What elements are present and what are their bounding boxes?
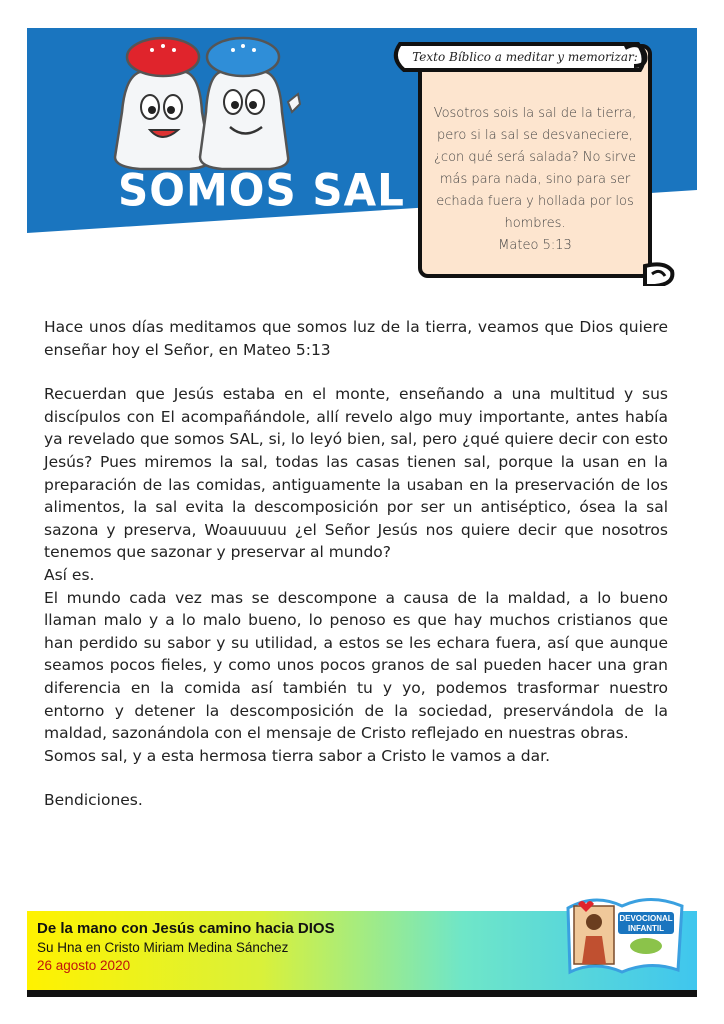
paragraph-blessing: Bendiciones.: [44, 791, 143, 810]
paragraph-intro: Hace unos días meditamos que somos luz de la tierra, veamos que Dios quiere enseñar hoy el Señor, en Mateo 5:13: [44, 318, 668, 359]
paragraph-main: Recuerdan que Jesús estaba en el monte, enseñando a una multitud y sus discípulos con El acompañándole, allí revelo algo muy importante, antes había ya revelado que somos SAL, si, lo leyó bien, sal, pero ¿qué quiere decir con esto Jesús? Pues miremos la sal, todas las casas tienen sal, porque la usan en la preparación de las comidas, antiguamente la usaban en la preservación de los alimentos, la sal evita la descomposición por ser un antiséptico, ósea la sal sazona y preserva, Woauuuuu ¿el Señor Jesús nos quiere decir que nosotros tenemos que sazonar y preservar al mundo?: [44, 385, 668, 562]
paragraph-affirmation: Así es.: [44, 565, 95, 584]
logo-text-line2: INFANTIL: [628, 924, 664, 933]
footer-date: 26 agosto 2020: [37, 958, 131, 973]
devotional-logo-icon: [560, 888, 690, 988]
salt-and-pepper-shakers-icon: [100, 32, 310, 172]
logo-text-line1: DEVOCIONAL: [619, 914, 673, 923]
footer-author: Su Hna en Cristo Miriam Medina Sánchez: [37, 940, 289, 955]
footer-title: De la mano con Jesús camino hacia DIOS: [37, 920, 335, 937]
verse-reference: Mateo 5:13: [498, 238, 572, 253]
paragraph-world: El mundo cada vez mas se descompone a causa de la maldad, a lo bueno llaman malo y a lo malo bueno, lo penoso es que hay muchos cristianos que han perdido su sabor y su utilidad, a estos se les echara fuera, así que aunque seamos pocos fieles, y como unos pocos granos de sal pueden hacer una gran diferencia en la comida así también tu y yo, podemos trasformar nuestro entorno y detener la descomposición de la sociedad, preservándola de la maldad, sazonándola con el mensaje de Cristo reflejado en nuestras obras.: [44, 588, 668, 743]
devotional-body: [44, 316, 668, 812]
verse-text: Vosotros sois la sal de la tierra, pero si la sal se desvaneciere, ¿con qué será salada? No sirve más para nada, sino para ser echada fuera y hollada por los hombres.: [433, 106, 637, 231]
scroll-verse: [430, 103, 640, 257]
scroll-heading: Texto Bíblico a meditar y memorizar:: [412, 50, 638, 64]
footer-divider: [27, 990, 697, 997]
banner-title: SOMOS SAL: [118, 164, 405, 217]
paragraph-conclusion: Somos sal, y a esta hermosa tierra sabor a Cristo le vamos a dar.: [44, 746, 550, 765]
